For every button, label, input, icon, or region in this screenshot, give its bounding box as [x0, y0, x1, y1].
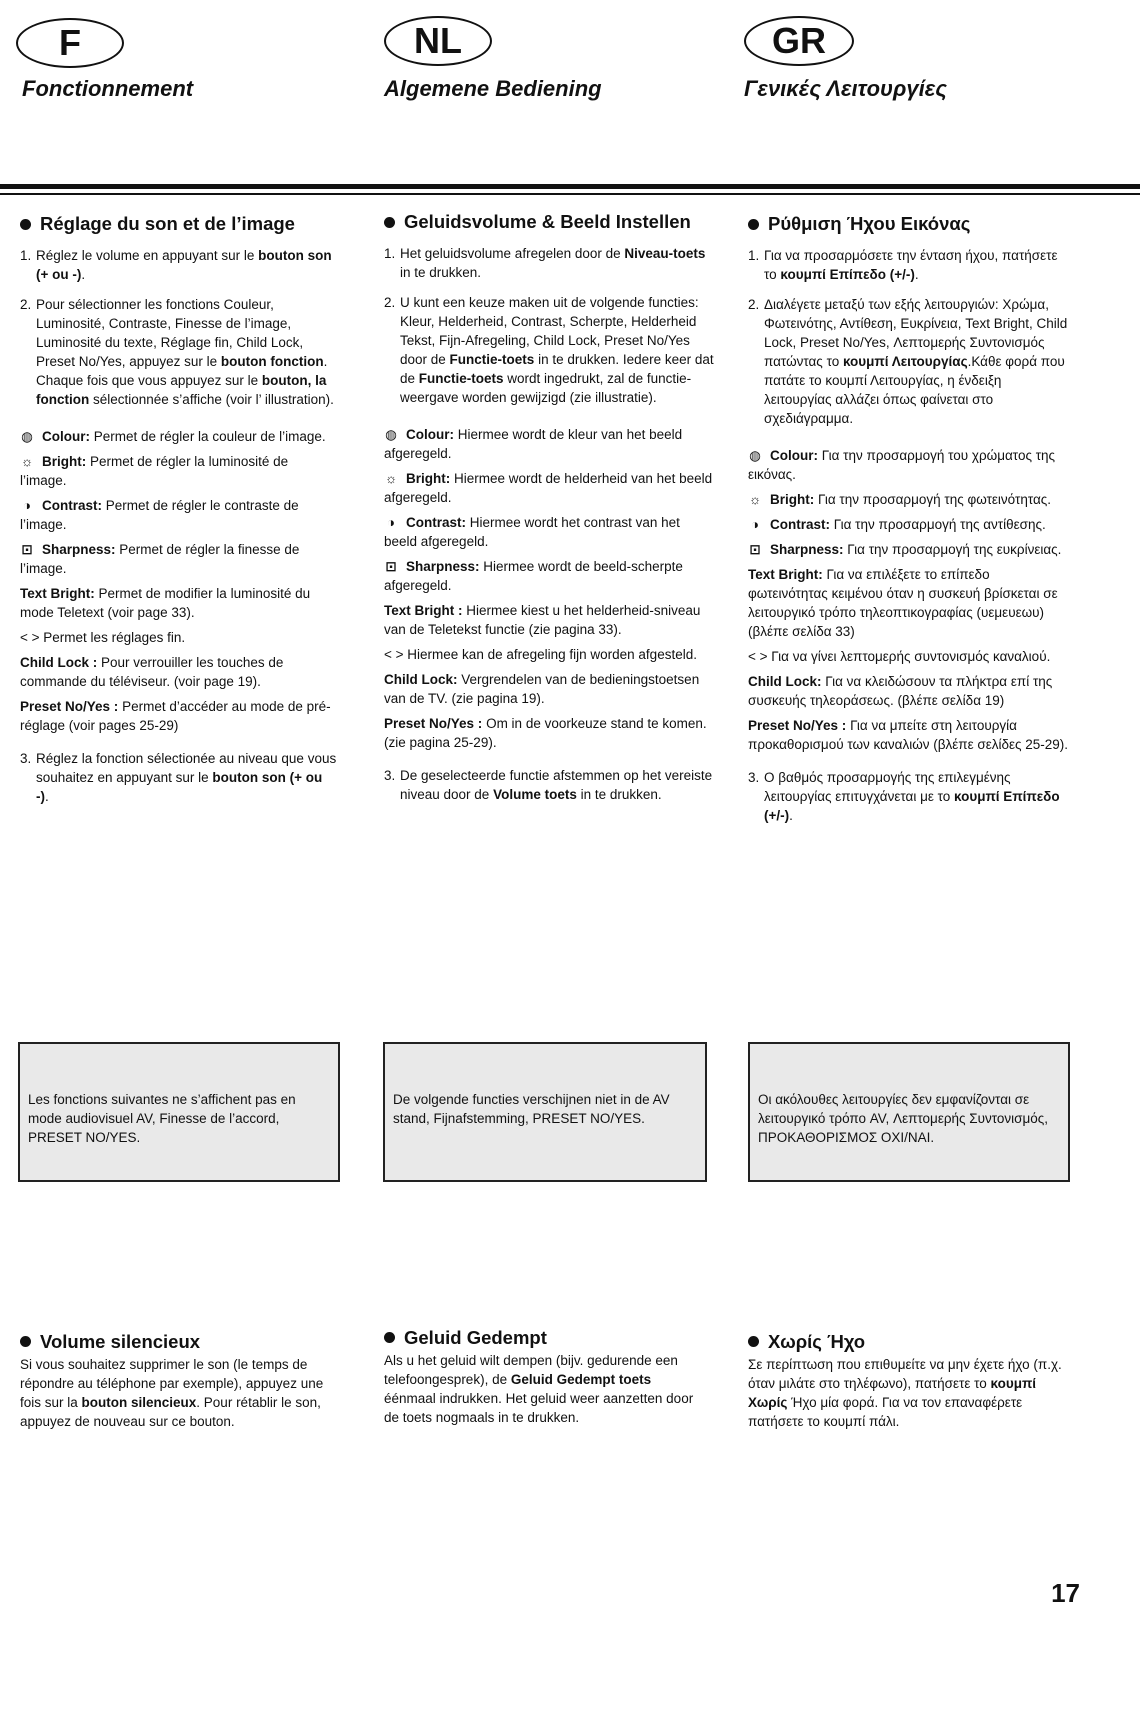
feature-item [20, 452, 338, 490]
feature-label: Colour: [770, 448, 818, 463]
feature-label: Child Lock: [384, 672, 458, 687]
feature-item [20, 697, 338, 735]
section-title-text: Réglage du son et de l’image [40, 213, 295, 234]
feature-item [384, 714, 714, 752]
bold-text: κουμπί Λειτουργίας [842, 354, 968, 369]
note-box-nl [383, 1042, 707, 1182]
feature-description: Permet d’accéder au mode de pré-réglage (voir pages 25-29) [20, 699, 331, 733]
numbered-step [20, 295, 338, 409]
step-number: 2. [384, 295, 396, 310]
text-run: in te drukken. [400, 265, 482, 280]
numbered-step [384, 244, 714, 282]
feature-description: Hiermee wordt de beeld-scherpte afgeregeld. [384, 559, 683, 593]
feature-label: Contrast: [42, 498, 102, 513]
mute-text [384, 1351, 694, 1427]
language-badge-gr: GR [744, 16, 854, 66]
feature-label: Text Bright: [20, 586, 95, 601]
step-number: 2. [20, 297, 32, 312]
feature-description: Pour verrouiller les touches de commande du téléviseur. (voir page 19). [20, 655, 284, 689]
mute-section-gr [748, 1332, 1068, 1431]
feature-description: Permet de régler la finesse de l’image. [20, 542, 300, 576]
feature-label: < > [20, 630, 40, 645]
bright-icon: ☼ [20, 454, 34, 469]
note-box-fr [18, 1042, 340, 1182]
feature-label: < > [748, 649, 768, 664]
feature-list [748, 446, 1070, 754]
text-run: Si vous souhaitez supprimer le son (le temps de répondre au téléphone par exemple), appuyez une fois sur la [20, 1357, 324, 1410]
feature-description: Για την προσαρμογή της αντίθεσης. [833, 517, 1046, 532]
sharpness-icon: ⊡ [385, 559, 397, 574]
text-run: .Κάθε φορά που πατάτε το κουμπί Λειτουργίας, η ένδειξη λειτουργίας αλλάζει όπως φαίνεται στο σχεδιάγραμμα. [764, 354, 1065, 426]
step-number: 3. [20, 751, 32, 766]
feature-list [20, 427, 338, 735]
note-text: Οι ακόλουθες λειτουργίες δεν εμφανίζονται σε λειτουργικό τρόπο AV, Λεπτομερής Συντονισμός, ΠΡΟΚΑΘΟΡΙΣΜΟΣ ΟΧΙ/ΝΑΙ. [758, 1092, 1049, 1145]
text-run: Réglez le volume en appuyant sur le [36, 248, 259, 263]
feature-description: Για την προσαρμογή του χρώματος της εικόνας. [748, 448, 1056, 482]
bold-text: bouton son (+ ou -) [36, 248, 332, 282]
bold-text: Volume toets [493, 787, 577, 802]
feature-item [20, 584, 338, 622]
bullet-icon [748, 219, 759, 230]
mute-title [20, 1332, 340, 1351]
feature-item [20, 653, 338, 691]
feature-item [748, 490, 1070, 509]
text-run: . Pour rétablir le son, appuyez de nouveau sur ce bouton. [20, 1395, 321, 1429]
text-run: sélectionnée s’affiche (voir l’ illustration). [89, 392, 334, 407]
colour-icon: ◍ [749, 448, 761, 463]
mute-title-text: Χωρίς Ήχο [768, 1331, 866, 1352]
numbered-step [748, 246, 1070, 284]
feature-item [384, 469, 714, 507]
mute-text [20, 1355, 340, 1431]
feature-label: Preset No/Yes : [384, 716, 483, 731]
mute-title-text: Geluid Gedempt [404, 1327, 547, 1348]
step-number: 1. [384, 246, 396, 261]
feature-description: Permet de régler le contraste de l’image. [20, 498, 299, 532]
numbered-step [384, 766, 714, 804]
feature-label: Sharpness: [406, 559, 480, 574]
text-run: wordt ingedrukt, zal de functie-weergave worden gewijzigd (zie illustratie). [400, 371, 692, 405]
step-number: 1. [748, 248, 760, 263]
contrast-icon: ◑ [386, 515, 396, 530]
numbered-step [20, 749, 338, 806]
feature-description: Για να κλειδώσουν τα πλήκτρα επί της συσκευής τηλεοράσεως. (βλέπε σελίδα 19) [748, 674, 1053, 708]
bold-text: κουμπί Επίπεδο (+/-) [780, 267, 915, 282]
feature-label: < > [384, 647, 404, 662]
feature-label: Contrast: [406, 515, 466, 530]
step-text [764, 295, 1070, 428]
step-text [36, 749, 338, 806]
step-number: 3. [384, 768, 396, 783]
heading-gr: Γενικές Λειτουργίες [744, 76, 947, 101]
feature-item [384, 557, 714, 595]
feature-label: Bright: [406, 471, 451, 486]
text-run: Pour sélectionner les fonctions Couleur, Luminosité, Contraste, Finesse de l’image, Luminosité du texte, Réglage fin, Child Lock, Preset No/Yes, appuyez sur le [36, 297, 304, 369]
bullet-icon [20, 1336, 31, 1347]
language-badge-nl: NL [384, 16, 492, 66]
text-run: Για να προσαρμόσετε την ένταση ήχου, πατήσετε το [764, 248, 1058, 282]
feature-item [384, 425, 714, 463]
step-number: 3. [748, 770, 760, 785]
feature-description: Permet de régler la couleur de l’image. [93, 429, 326, 444]
mute-title [748, 1332, 1068, 1351]
feature-label: Text Bright: [748, 567, 823, 582]
feature-list [384, 425, 714, 752]
feature-item [20, 427, 338, 446]
bold-text: Functie-toets [449, 352, 535, 367]
step-text [764, 246, 1070, 284]
text-run: U kunt een keuze maken uit de volgende functies: Kleur, Helderheid, Contrast, Scherpte, Helderheid Tekst, Fijn-Afregeling, Child Lock, Preset No/Yes door de [400, 295, 699, 367]
feature-description: Hiermee kiest u het helderheid-sniveau van de Teletekst functie (zie pagina 33). [384, 603, 701, 637]
mute-title [384, 1328, 694, 1347]
bold-text: bouton, la fonction [36, 373, 327, 407]
feature-description: Για να επιλέξετε το επίπεδο φωτεινότητας κειμένου όταν η συσκευή βρίσκεται σε λειτουργικό τρόπο τηλεοπτικογραφίας (υεμευεωυ) (βλέπε σελίδα 33) [748, 567, 1058, 639]
mute-title-text: Volume silencieux [40, 1331, 201, 1352]
feature-item [748, 446, 1070, 484]
feature-description: Hiermee wordt het contrast van het beeld afgeregeld. [384, 515, 680, 549]
step-text [400, 293, 714, 407]
section-fr [20, 214, 338, 817]
colour-icon: ◍ [21, 429, 33, 444]
section-title [748, 214, 1070, 234]
bold-text: Niveau-toets [624, 246, 706, 261]
feature-item [384, 601, 714, 639]
feature-description: Για την προσαρμογή της ευκρίνειας. [847, 542, 1062, 557]
text-run: Réglez la fonction sélectionée au niveau que vous souhaitez en appuyant sur le [36, 751, 337, 785]
bullet-icon [748, 1336, 759, 1347]
feature-description: Permet les réglages fin. [43, 630, 186, 645]
text-run: Als u het geluid wilt dempen (bijv. gedurende een telefoongesprek), de [384, 1353, 678, 1387]
bullet-icon [384, 217, 395, 228]
text-run: Διαλέγετε μεταξύ των εξής λειτουργιών: Χρώμα, Φωτεινότης, Αντίθεση, Ευκρίνεια, Text Bright, Child Lock, Preset No/Yes, Λεπτομερής Συντονισμός πατώντας το [764, 297, 1068, 369]
feature-label: Preset No/Yes : [20, 699, 119, 714]
feature-item [20, 496, 338, 534]
feature-item [384, 645, 714, 664]
step-text [36, 246, 338, 284]
feature-label: Child Lock : [20, 655, 98, 670]
feature-item [748, 540, 1070, 559]
contrast-icon: ◑ [750, 517, 760, 532]
feature-label: Sharpness: [770, 542, 844, 557]
bold-text: κουμπί Επίπεδο (+/-) [764, 789, 1060, 823]
feature-description: Permet de régler la luminosité de l’image. [20, 454, 289, 488]
final-step-wrap [20, 749, 338, 806]
final-step-wrap [748, 768, 1070, 825]
text-run: . [789, 808, 793, 823]
feature-description: Vergrendelen van de bedieningstoetsen van de TV. (zie pagina 19). [384, 672, 700, 706]
feature-item [20, 540, 338, 578]
page-number: 17 [1051, 1578, 1080, 1608]
bold-text: Geluid Gedempt toets [510, 1372, 652, 1387]
bullet-icon [384, 1332, 395, 1343]
feature-item [20, 628, 338, 647]
feature-description: Hiermee wordt de kleur van het beeld afgeregeld. [384, 427, 683, 461]
note-box-gr [748, 1042, 1070, 1182]
step-number: 2. [748, 297, 760, 312]
bold-text: bouton silencieux [81, 1395, 197, 1410]
step-text [400, 766, 714, 804]
text-run: in te drukken. [576, 787, 662, 802]
text-run: in te drukken. Iedere keer dat de [400, 352, 714, 386]
feature-description: Permet de modifier la luminosité du mode Teletext (voir page 33). [20, 586, 311, 620]
text-run: Ήχο μία φορά. Για να τον επαναφέρετε πατήσετε το κουμπί πάλι. [748, 1395, 1023, 1429]
numbered-step [748, 768, 1070, 825]
feature-description: Hiermee wordt de helderheid van het beeld afgeregeld. [384, 471, 713, 505]
note-text: Les fonctions suivantes ne s’affichent pas en mode audiovisuel AV, Finesse de l’accord, PRESET NO/YES. [28, 1092, 296, 1145]
feature-label: Text Bright : [384, 603, 463, 618]
bold-text: κουμπί Χωρίς [748, 1376, 1037, 1410]
text-run: . Chaque fois que vous appuyez sur le [36, 354, 328, 388]
bold-text: Functie-toets [418, 371, 504, 386]
section-title [384, 212, 714, 232]
feature-label: Bright: [770, 492, 815, 507]
step-number: 1. [20, 248, 32, 263]
feature-item [384, 513, 714, 551]
mute-section-fr [20, 1332, 340, 1431]
heading-nl: Algemene Bediening [384, 76, 602, 101]
feature-item [384, 670, 714, 708]
bright-icon: ☼ [384, 471, 398, 486]
header-rule-thick [0, 184, 1140, 189]
feature-label: Colour: [42, 429, 90, 444]
feature-label: Contrast: [770, 517, 830, 532]
text-run: éénmaal indrukken. Het geluid weer aanzetten door de toets nogmaals in te drukken. [384, 1391, 694, 1425]
bright-icon: ☼ [748, 492, 762, 507]
numbered-step [748, 295, 1070, 428]
text-run: De geselecteerde functie afstemmen op het vereiste niveau door de [400, 768, 713, 802]
feature-description: Για να μπείτε στη λειτουργία προκαθορισμού των καναλιών (βλέπε σελίδες 25-29). [748, 718, 1069, 752]
bullet-icon [20, 219, 31, 230]
text-run: . [45, 789, 49, 804]
text-run: . [81, 267, 86, 282]
section-gr [748, 214, 1070, 836]
section-title-text: Geluidsvolume & Beeld Instellen [404, 211, 691, 232]
heading-f: Fonctionnement [22, 76, 194, 101]
note-text: De volgende functies verschijnen niet in de AV stand, Fijnafstemming, PRESET NO/YES. [393, 1092, 670, 1126]
section-title-text: Ρύθμιση Ήχου Εικόνας [768, 213, 971, 234]
feature-description: Om in de voorkeuze stand te komen. (zie pagina 25-29). [384, 716, 707, 750]
text-run: Het geluidsvolume afregelen door de [400, 246, 625, 261]
final-step-wrap [384, 766, 714, 804]
feature-item [748, 565, 1070, 641]
feature-label: Child Lock: [748, 674, 822, 689]
numbered-step [384, 293, 714, 407]
contrast-icon: ◑ [22, 498, 32, 513]
feature-description: Για την προσαρμογή της φωτεινότητας. [818, 492, 1052, 507]
numbered-step [20, 246, 338, 284]
feature-item [748, 515, 1070, 534]
feature-item [748, 647, 1070, 666]
section-nl [384, 212, 714, 815]
bold-text: bouton fonction [220, 354, 324, 369]
mute-text [748, 1355, 1068, 1431]
text-run: . [914, 267, 919, 282]
step-text [400, 244, 714, 282]
feature-label: Preset No/Yes : [748, 718, 847, 733]
feature-item [748, 716, 1070, 754]
feature-description: Για να γίνει λεπτομερής συντονισμός καναλιού. [771, 649, 1051, 664]
step-text [764, 768, 1070, 825]
feature-description: Hiermee kan de afregeling fijn worden afgesteld. [407, 647, 697, 662]
colour-icon: ◍ [385, 427, 397, 442]
sharpness-icon: ⊡ [749, 542, 761, 557]
header-rule-thin [0, 193, 1140, 195]
mute-section-nl [384, 1328, 694, 1427]
section-title [20, 214, 338, 234]
step-text [36, 295, 338, 409]
bold-text: bouton son (+ ou -) [36, 770, 323, 804]
text-run: Ο βαθμός προσαρμογής της επιλεγμένης λειτουργίας επιτυγχάνεται με το [764, 770, 1011, 804]
feature-label: Sharpness: [42, 542, 116, 557]
feature-item [748, 672, 1070, 710]
language-badge-f: F [16, 18, 124, 68]
feature-label: Colour: [406, 427, 454, 442]
text-run: Σε περίπτωση που επιθυμείτε να μην έχετε ήχο (π.χ. όταν μιλάτε στο τηλέφωνο), πατήσετε το [748, 1357, 1062, 1391]
sharpness-icon: ⊡ [21, 542, 33, 557]
feature-label: Bright: [42, 454, 87, 469]
